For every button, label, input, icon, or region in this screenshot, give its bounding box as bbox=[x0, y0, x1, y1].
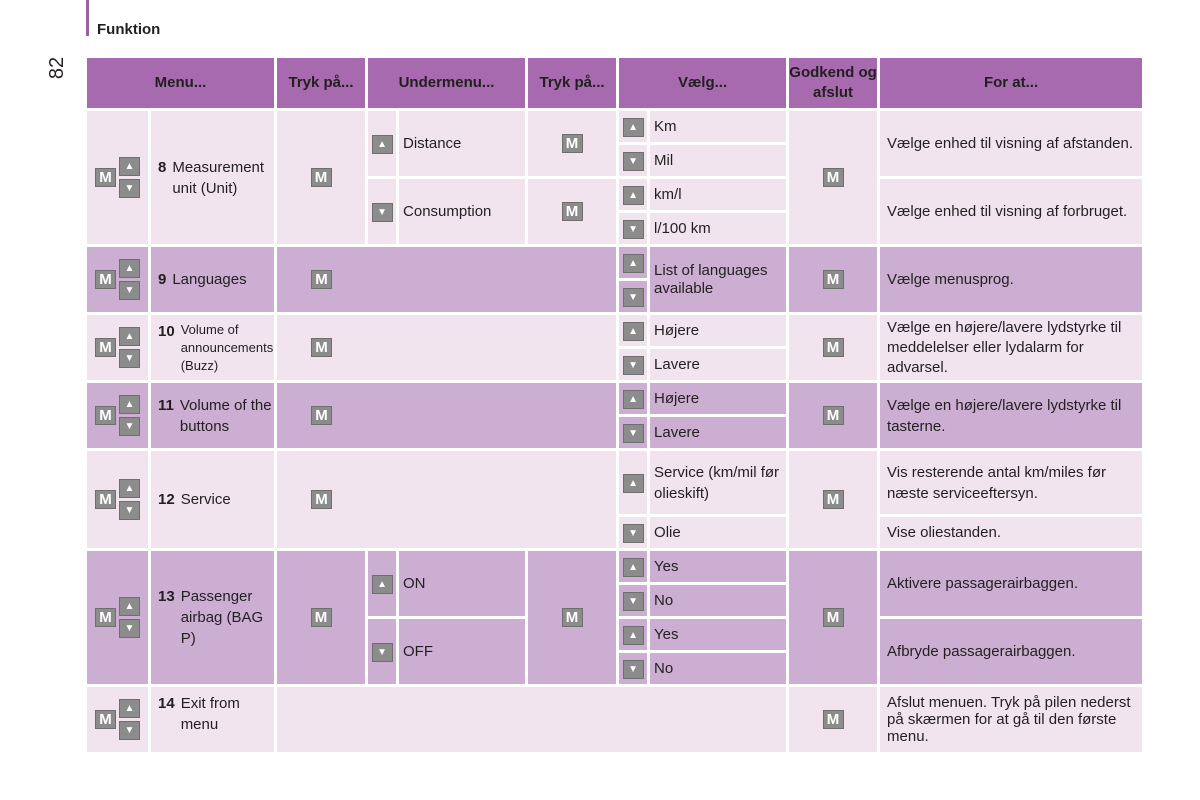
m-key-icon: M bbox=[311, 168, 332, 187]
down-arrow-icon: ▼ bbox=[623, 592, 644, 611]
m-key-icon: M bbox=[823, 168, 844, 187]
up-arrow-icon: ▲ bbox=[119, 327, 140, 346]
option-item: Lavere bbox=[650, 349, 786, 380]
purpose-text: Vælge enhed til visning af afstanden. bbox=[880, 111, 1142, 176]
m-key-icon: M bbox=[311, 338, 332, 357]
m-key-icon: M bbox=[95, 710, 116, 729]
m-key-icon: M bbox=[823, 608, 844, 627]
table-row-13 bbox=[87, 551, 1142, 582]
up-arrow-icon: ▲ bbox=[623, 558, 644, 577]
press-key-2 bbox=[528, 179, 616, 244]
down-arrow-icon: ▼ bbox=[623, 356, 644, 375]
down-arrow-icon: ▼ bbox=[119, 349, 140, 368]
section-marker bbox=[86, 0, 89, 36]
m-key-icon: M bbox=[311, 490, 332, 509]
up-arrow-icon: ▲ bbox=[119, 395, 140, 414]
up-arrow-icon: ▲ bbox=[623, 390, 644, 409]
confirm-key bbox=[789, 247, 877, 312]
menu-keys bbox=[87, 247, 148, 312]
down-arrow-icon: ▼ bbox=[623, 524, 644, 543]
press-key bbox=[277, 451, 616, 548]
submenu-item: ON bbox=[399, 551, 525, 616]
menu-item bbox=[151, 111, 274, 244]
item-label: Volume of the buttons bbox=[179, 396, 272, 435]
menu-table bbox=[84, 55, 1145, 755]
press-key bbox=[277, 383, 616, 448]
col-header-submenu: Undermenu... bbox=[368, 58, 525, 108]
sub-arrow bbox=[368, 551, 396, 616]
down-arrow-icon: ▼ bbox=[119, 721, 140, 740]
table-row-8 bbox=[87, 111, 1142, 142]
down-arrow-icon: ▼ bbox=[119, 179, 140, 198]
menu-item bbox=[151, 687, 274, 752]
m-key-icon: M bbox=[823, 490, 844, 509]
down-arrow-icon: ▼ bbox=[623, 220, 644, 239]
m-key-icon: M bbox=[823, 710, 844, 729]
purpose-text: Vælge en højere/lavere lydstyrke til meddelelser eller lydalarm for advarsel. bbox=[880, 315, 1142, 380]
option-arrow bbox=[619, 551, 647, 582]
submenu-item: Consumption bbox=[399, 179, 525, 244]
m-key-icon: M bbox=[311, 608, 332, 627]
confirm-key bbox=[789, 111, 877, 244]
purpose-text: Vælge menusprog. bbox=[880, 247, 1142, 312]
menu-keys bbox=[87, 451, 148, 548]
down-arrow-icon: ▼ bbox=[119, 619, 140, 638]
press-key bbox=[277, 111, 365, 244]
item-number: 10 bbox=[158, 322, 175, 340]
purpose-text: Aktivere passagerairbaggen. bbox=[880, 551, 1142, 616]
up-arrow-icon: ▲ bbox=[623, 626, 644, 645]
confirm-key bbox=[789, 383, 877, 448]
m-key-icon: M bbox=[95, 270, 116, 289]
table-row-12 bbox=[87, 451, 1142, 514]
section-title: Funktion bbox=[97, 21, 161, 38]
item-number: 13 bbox=[158, 588, 175, 605]
option-item: Yes bbox=[650, 619, 786, 650]
option-item: Olie bbox=[650, 517, 786, 548]
option-arrow bbox=[619, 179, 647, 210]
menu-item bbox=[151, 315, 274, 380]
item-label: Exit from menu bbox=[180, 695, 240, 733]
m-key-icon: M bbox=[562, 202, 583, 221]
option-arrow bbox=[619, 417, 647, 448]
up-arrow-icon: ▲ bbox=[119, 597, 140, 616]
confirm-key bbox=[789, 451, 877, 548]
submenu-item: Distance bbox=[399, 111, 525, 176]
header-row bbox=[87, 58, 1142, 108]
m-key-icon: M bbox=[823, 406, 844, 425]
item-number: 8 bbox=[158, 158, 167, 176]
item-label: Service bbox=[180, 491, 231, 508]
option-item: Højere bbox=[650, 315, 786, 346]
m-key-icon: M bbox=[311, 270, 332, 289]
col-header-press-2: Tryk på... bbox=[528, 58, 616, 108]
menu-item bbox=[151, 247, 274, 312]
table-row-14 bbox=[87, 687, 1142, 752]
option-arrow bbox=[619, 517, 647, 548]
up-arrow-icon: ▲ bbox=[119, 699, 140, 718]
m-key-icon: M bbox=[311, 406, 332, 425]
col-header-select: Vælg... bbox=[619, 58, 786, 108]
up-arrow-icon: ▲ bbox=[623, 474, 644, 493]
submenu-item: OFF bbox=[399, 619, 525, 684]
up-arrow-icon: ▲ bbox=[119, 259, 140, 278]
m-key-icon: M bbox=[95, 490, 116, 509]
option-arrow bbox=[619, 653, 647, 684]
purpose-text: Vælge enhed til visning af forbruget. bbox=[880, 179, 1142, 244]
menu-item bbox=[151, 551, 274, 684]
col-header-confirm: Godkend og afslut bbox=[789, 58, 877, 108]
option-arrow bbox=[619, 145, 647, 176]
up-arrow-icon: ▲ bbox=[372, 575, 393, 594]
press-key-2 bbox=[528, 551, 616, 684]
option-item: Højere bbox=[650, 383, 786, 414]
m-key-icon: M bbox=[562, 608, 583, 627]
option-item: No bbox=[650, 585, 786, 616]
menu-keys bbox=[87, 551, 148, 684]
down-arrow-icon: ▼ bbox=[623, 424, 644, 443]
option-item: Lavere bbox=[650, 417, 786, 448]
option-arrow bbox=[619, 451, 647, 514]
sub-arrow bbox=[368, 619, 396, 684]
option-arrow bbox=[619, 247, 647, 278]
up-arrow-icon: ▲ bbox=[119, 157, 140, 176]
item-label: Measurement unit (Unit) bbox=[172, 158, 265, 197]
option-item: List of languages available bbox=[650, 247, 786, 312]
menu-item bbox=[151, 383, 274, 448]
option-arrow bbox=[619, 585, 647, 616]
purpose-text: Vis resterende antal km/miles før næste serviceeftersyn. bbox=[880, 451, 1142, 514]
m-key-icon: M bbox=[95, 338, 116, 357]
m-key-icon: M bbox=[95, 608, 116, 627]
option-item: Mil bbox=[650, 145, 786, 176]
item-label: Passenger airbag (BAG P) bbox=[180, 588, 264, 647]
item-number: 9 bbox=[158, 271, 167, 288]
press-key bbox=[277, 315, 616, 380]
item-number: 12 bbox=[158, 491, 175, 508]
confirm-key bbox=[789, 315, 877, 380]
down-arrow-icon: ▼ bbox=[372, 643, 393, 662]
option-item: Service (km/mil før olieskift) bbox=[650, 451, 786, 514]
item-label: Languages bbox=[172, 271, 247, 288]
press-key bbox=[277, 551, 365, 684]
down-arrow-icon: ▼ bbox=[372, 203, 393, 222]
menu-item bbox=[151, 451, 274, 548]
item-number: 11 bbox=[158, 396, 174, 414]
table-row-10 bbox=[87, 315, 1142, 346]
down-arrow-icon: ▼ bbox=[623, 152, 644, 171]
down-arrow-icon: ▼ bbox=[119, 501, 140, 520]
up-arrow-icon: ▲ bbox=[372, 135, 393, 154]
item-label: Volume of announcements (Buzz) bbox=[180, 321, 274, 373]
down-arrow-icon: ▼ bbox=[623, 288, 644, 307]
option-item: l/100 km bbox=[650, 213, 786, 244]
option-item: Yes bbox=[650, 551, 786, 582]
option-arrow bbox=[619, 213, 647, 244]
m-key-icon: M bbox=[95, 406, 116, 425]
option-arrow bbox=[619, 315, 647, 346]
col-header-purpose: For at... bbox=[880, 58, 1142, 108]
menu-keys bbox=[87, 315, 148, 380]
press-key-2 bbox=[528, 111, 616, 176]
col-header-press: Tryk på... bbox=[277, 58, 365, 108]
option-arrow bbox=[619, 349, 647, 380]
option-arrow bbox=[619, 383, 647, 414]
m-key-icon: M bbox=[95, 168, 116, 187]
up-arrow-icon: ▲ bbox=[623, 186, 644, 205]
menu-keys bbox=[87, 383, 148, 448]
menu-keys bbox=[87, 111, 148, 244]
purpose-text: Vise oliestanden. bbox=[880, 517, 1142, 548]
option-item: km/l bbox=[650, 179, 786, 210]
m-key-icon: M bbox=[823, 270, 844, 289]
down-arrow-icon: ▼ bbox=[623, 660, 644, 679]
confirm-key bbox=[789, 687, 877, 752]
press-key bbox=[277, 247, 616, 312]
item-number: 14 bbox=[158, 695, 175, 712]
option-item: Km bbox=[650, 111, 786, 142]
menu-keys bbox=[87, 687, 148, 752]
option-item: No bbox=[650, 653, 786, 684]
col-header-menu: Menu... bbox=[87, 58, 274, 108]
m-key-icon: M bbox=[823, 338, 844, 357]
option-arrow bbox=[619, 619, 647, 650]
up-arrow-icon: ▲ bbox=[119, 479, 140, 498]
purpose-text: Vælge en højere/lavere lydstyrke til tasterne. bbox=[880, 383, 1142, 448]
m-key-icon: M bbox=[562, 134, 583, 153]
up-arrow-icon: ▲ bbox=[623, 322, 644, 341]
sub-arrow bbox=[368, 111, 396, 176]
table-row-9 bbox=[87, 247, 1142, 278]
page-number: 82 bbox=[46, 56, 68, 80]
up-arrow-icon: ▲ bbox=[623, 254, 644, 273]
purpose-text: Afbryde passagerairbaggen. bbox=[880, 619, 1142, 684]
down-arrow-icon: ▼ bbox=[119, 281, 140, 300]
down-arrow-icon: ▼ bbox=[119, 417, 140, 436]
confirm-key bbox=[789, 551, 877, 684]
sub-arrow bbox=[368, 179, 396, 244]
purpose-text: Afslut menuen. Tryk på pilen nederst på skærmen for at gå til den første menu. bbox=[880, 687, 1142, 752]
option-arrow bbox=[619, 111, 647, 142]
up-arrow-icon: ▲ bbox=[623, 118, 644, 137]
option-arrow bbox=[619, 281, 647, 312]
table-row-11 bbox=[87, 383, 1142, 414]
empty-span bbox=[277, 687, 786, 752]
